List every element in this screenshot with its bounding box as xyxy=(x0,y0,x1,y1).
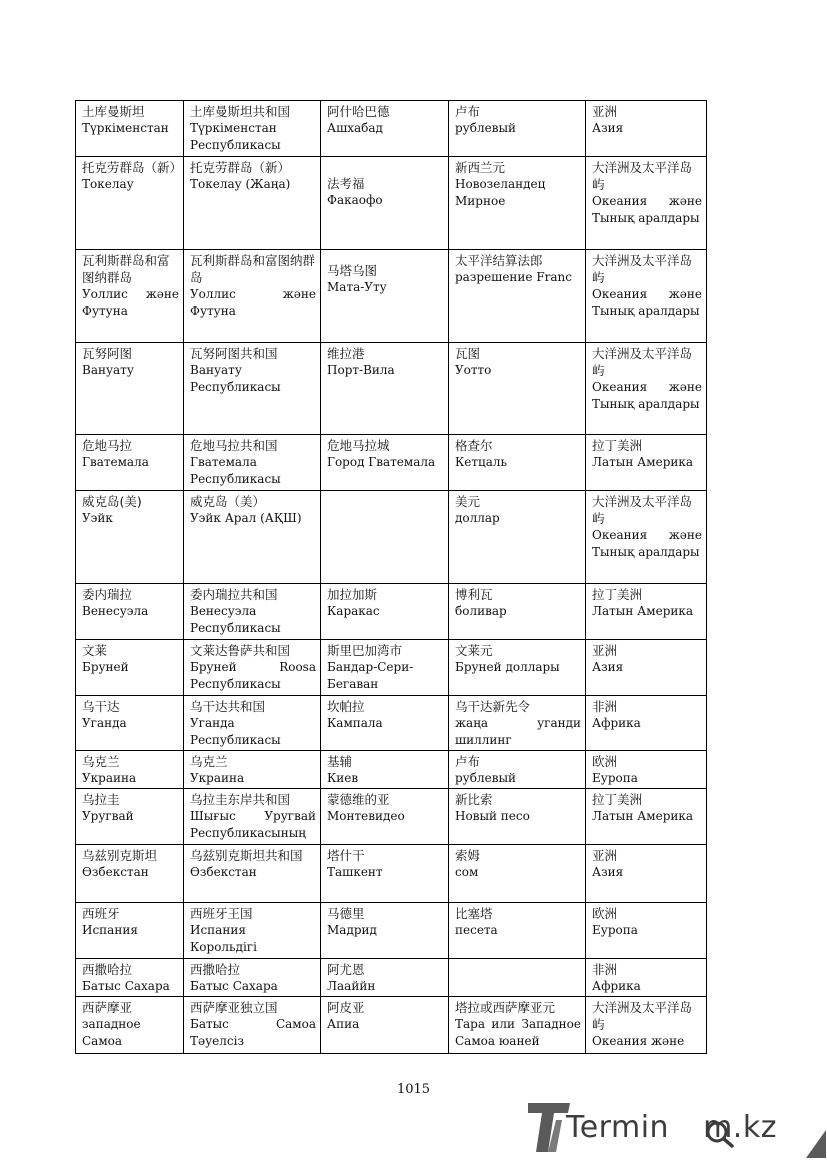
chinese-term: 托克劳群岛（新） xyxy=(190,160,291,175)
currency-cell xyxy=(449,845,586,903)
capital-cell xyxy=(321,101,449,157)
currency-cell xyxy=(449,751,586,789)
chinese-term: 维拉港 xyxy=(327,346,365,361)
country-cell xyxy=(76,491,184,584)
region-cell xyxy=(586,435,707,491)
chinese-term: 塔什干 xyxy=(327,848,365,863)
country-cell xyxy=(76,696,184,751)
kazakh-term: Уганда xyxy=(82,716,127,730)
kazakh-term: Океания және Тынық аралдары xyxy=(592,380,702,411)
chinese-term: 卢布 xyxy=(455,104,481,119)
kazakh-term: Токелау xyxy=(82,177,134,191)
official-name-cell xyxy=(184,101,321,157)
table-row xyxy=(76,584,707,640)
kazakh-term: Новозеландец Мирное xyxy=(455,177,546,208)
table-row xyxy=(76,491,707,584)
kazakh-term: Батыс Самоа Тәуелсіз xyxy=(190,1017,316,1048)
chinese-term: 大洋洲及太平洋岛屿 xyxy=(592,494,693,526)
kazakh-term: Каракас xyxy=(327,604,380,618)
capital-cell xyxy=(321,696,449,751)
capital-cell xyxy=(321,789,449,845)
kazakh-term: Уотто xyxy=(455,363,492,377)
kazakh-term: доллар xyxy=(455,511,500,525)
capital-cell xyxy=(321,343,449,435)
chinese-term: 拉丁美洲 xyxy=(592,587,643,602)
capital-cell xyxy=(321,903,449,959)
chinese-term: 委内瑞拉 xyxy=(82,587,133,602)
chinese-term: 乌干达 xyxy=(82,699,120,714)
official-name-cell xyxy=(184,696,321,751)
country-cell xyxy=(76,435,184,491)
table-row xyxy=(76,696,707,751)
chinese-term: 危地马拉城 xyxy=(327,438,390,453)
capital-cell xyxy=(321,250,449,343)
kazakh-term: Украина xyxy=(190,771,245,785)
region-cell xyxy=(586,959,707,997)
kazakh-term: Бруней Roosa Республикасы xyxy=(190,660,316,691)
kazakh-term: Бруней доллары xyxy=(455,660,560,674)
chinese-term: 阿尤恩 xyxy=(327,962,365,977)
table-row xyxy=(76,343,707,435)
chinese-term: 瓦努阿图共和国 xyxy=(190,346,278,361)
chinese-term: 乌兹别克斯坦 xyxy=(82,848,158,863)
kazakh-term: Латын Америка xyxy=(592,604,694,618)
official-name-cell xyxy=(184,640,321,696)
chinese-term: 亚洲 xyxy=(592,104,618,119)
country-cell xyxy=(76,997,184,1054)
kazakh-term: жаңа уганди шиллинг xyxy=(455,716,581,747)
region-cell xyxy=(586,250,707,343)
chinese-term: 卢布 xyxy=(455,754,481,769)
chinese-term: 博利瓦 xyxy=(455,587,493,602)
country-cell xyxy=(76,640,184,696)
chinese-term: 欧洲 xyxy=(592,754,618,769)
chinese-term: 坎帕拉 xyxy=(327,699,365,714)
table-row xyxy=(76,751,707,789)
chinese-term: 美元 xyxy=(455,494,481,509)
currency-cell xyxy=(449,997,586,1054)
official-name-cell xyxy=(184,584,321,640)
chinese-term: 亚洲 xyxy=(592,643,618,658)
kazakh-term: Океания және Тынық аралдары xyxy=(592,528,702,559)
kazakh-term: Уоллис және Футуна xyxy=(190,287,316,318)
chinese-term: 太平洋结算法郎 xyxy=(455,253,543,268)
kazakh-term: Уругвай xyxy=(82,809,134,823)
official-name-cell xyxy=(184,435,321,491)
chinese-term: 乌克兰 xyxy=(82,754,120,769)
chinese-term: 托克劳群岛（新） xyxy=(82,160,183,175)
logo-magnifier-slot xyxy=(669,1110,703,1145)
official-name-cell xyxy=(184,751,321,789)
region-cell xyxy=(586,343,707,435)
kazakh-term: Океания және Тынық аралдары xyxy=(592,194,702,225)
kazakh-term: Уоллис және Футуна xyxy=(82,287,179,318)
logo-t-shape xyxy=(528,1103,570,1152)
kazakh-term: Испания Корольдігі xyxy=(190,923,257,954)
kazakh-term: Азия xyxy=(592,865,624,879)
country-cell xyxy=(76,343,184,435)
chinese-term: 文莱达鲁萨共和国 xyxy=(190,643,291,658)
chinese-term: 瓦努阿图 xyxy=(82,346,133,361)
chinese-term: 危地马拉共和国 xyxy=(190,438,278,453)
kazakh-term: Ашхабад xyxy=(327,121,383,135)
kazakh-term: Африка xyxy=(592,979,641,993)
region-cell xyxy=(586,903,707,959)
official-name-cell xyxy=(184,997,321,1054)
capital-cell xyxy=(321,640,449,696)
kazakh-term: Вануату Республикасы xyxy=(190,363,281,394)
chinese-term: 塔拉或西萨摩亚元 xyxy=(455,1000,556,1015)
chinese-term: 大洋洲及太平洋岛屿 xyxy=(592,253,693,285)
chinese-term: 乌克兰 xyxy=(190,754,228,769)
kazakh-term: Еуропа xyxy=(592,771,638,785)
chinese-term: 法考福 xyxy=(327,176,365,191)
kazakh-term: Өзбекстан xyxy=(190,865,257,879)
chinese-term: 非洲 xyxy=(592,699,618,714)
country-terms-table xyxy=(75,100,707,1054)
official-name-cell xyxy=(184,250,321,343)
kazakh-term: Азия xyxy=(592,121,624,135)
chinese-term: 乌干达新先令 xyxy=(455,699,531,714)
region-cell xyxy=(586,845,707,903)
table-row xyxy=(76,250,707,343)
kazakh-term: Азия xyxy=(592,660,624,674)
region-cell xyxy=(586,997,707,1054)
capital-cell xyxy=(321,845,449,903)
region-cell xyxy=(586,584,707,640)
region-cell xyxy=(586,157,707,250)
kazakh-term: Венесуэла Республикасы xyxy=(190,604,281,635)
official-name-cell xyxy=(184,789,321,845)
kazakh-term: Океания және Тынық аралдары xyxy=(592,287,702,318)
table-row xyxy=(76,435,707,491)
capital-cell xyxy=(321,435,449,491)
kazakh-term: разрешение Franc xyxy=(455,270,572,284)
country-cell xyxy=(76,250,184,343)
capital-cell xyxy=(321,959,449,997)
official-name-cell xyxy=(184,959,321,997)
kazakh-term: Уэйк xyxy=(82,511,113,525)
chinese-term: 大洋洲及太平洋岛屿 xyxy=(592,346,693,378)
kazakh-term: рублевый xyxy=(455,771,516,785)
chinese-term: 西萨摩亚独立国 xyxy=(190,1000,278,1015)
official-name-cell xyxy=(184,157,321,250)
chinese-term: 亚洲 xyxy=(592,848,618,863)
chinese-term: 欧洲 xyxy=(592,906,618,921)
chinese-term: 索姆 xyxy=(455,848,481,863)
currency-cell xyxy=(449,903,586,959)
kazakh-term: Апиа xyxy=(327,1017,360,1031)
country-cell xyxy=(76,101,184,157)
chinese-term: 阿什哈巴德 xyxy=(327,104,390,119)
chinese-term: 西撒哈拉 xyxy=(82,962,133,977)
termincom-logo xyxy=(526,1100,826,1160)
kazakh-term: Испания xyxy=(82,923,138,937)
kazakh-term: Гватемала Республикасы xyxy=(190,455,281,486)
country-cell xyxy=(76,959,184,997)
region-cell xyxy=(586,789,707,845)
chinese-term: 文莱元 xyxy=(455,643,493,658)
kazakh-term: Ташкент xyxy=(327,865,383,879)
chinese-term: 委内瑞拉共和国 xyxy=(190,587,278,602)
country-cell xyxy=(76,157,184,250)
kazakh-term: Порт-Вила xyxy=(327,363,395,377)
kazakh-term: Латын Америка xyxy=(592,455,694,469)
table-row xyxy=(76,997,707,1054)
currency-cell xyxy=(449,435,586,491)
kazakh-term: Уганда Республикасы xyxy=(190,716,281,747)
currency-cell xyxy=(449,959,586,997)
table-row xyxy=(76,903,707,959)
chinese-term: 基辅 xyxy=(327,754,353,769)
page-number: 1015 xyxy=(396,1082,431,1097)
country-cell xyxy=(76,584,184,640)
chinese-term: 瓦图 xyxy=(455,346,481,361)
region-cell xyxy=(586,751,707,789)
kazakh-term: Еуропа xyxy=(592,923,638,937)
chinese-term: 非洲 xyxy=(592,962,618,977)
kazakh-term: Монтевидео xyxy=(327,809,405,823)
region-cell xyxy=(586,101,707,157)
chinese-term: 拉丁美洲 xyxy=(592,792,643,807)
chinese-term: 大洋洲及太平洋岛屿 xyxy=(592,1000,693,1032)
currency-cell xyxy=(449,696,586,751)
kazakh-term: рублевый xyxy=(455,121,516,135)
kazakh-term: Токелау (Жаңа) xyxy=(190,177,291,191)
capital-cell xyxy=(321,491,449,584)
kazakh-term: Вануату xyxy=(82,363,134,377)
kazakh-term: Лааййн xyxy=(327,979,376,993)
kazakh-term: Факаофо xyxy=(327,193,383,207)
kazakh-term: Мадрид xyxy=(327,923,377,937)
kazakh-term: Киев xyxy=(327,771,359,785)
official-name-cell xyxy=(184,491,321,584)
chinese-term: 蒙德维的亚 xyxy=(327,792,390,807)
kazakh-term: Латын Америка xyxy=(592,809,694,823)
chinese-term: 西班牙 xyxy=(82,906,120,921)
currency-cell xyxy=(449,584,586,640)
chinese-term: 土库曼斯坦共和国 xyxy=(190,104,291,119)
kazakh-term: Бруней xyxy=(82,660,129,674)
chinese-term: 新西兰元 xyxy=(455,160,506,175)
kazakh-term: Кампала xyxy=(327,716,383,730)
chinese-term: 大洋洲及太平洋岛屿 xyxy=(592,160,693,192)
chinese-term: 威克岛(美) xyxy=(82,494,142,509)
region-cell xyxy=(586,491,707,584)
kazakh-term: Түркіменстан Республикасы xyxy=(190,121,281,152)
country-cell xyxy=(76,845,184,903)
kazakh-term: Түркіменстан xyxy=(82,121,169,135)
kazakh-term: Африка xyxy=(592,716,641,730)
chinese-term: 拉丁美洲 xyxy=(592,438,643,453)
official-name-cell xyxy=(184,343,321,435)
chinese-term: 瓦利斯群岛和富图纳群岛 xyxy=(82,253,170,285)
region-cell xyxy=(586,696,707,751)
currency-cell xyxy=(449,640,586,696)
capital-cell xyxy=(321,157,449,250)
currency-cell xyxy=(449,343,586,435)
table-row xyxy=(76,845,707,903)
kazakh-term: Венесуэла xyxy=(82,604,149,618)
country-cell xyxy=(76,903,184,959)
logo-prefix: Termin xyxy=(566,1110,670,1145)
chinese-term: 西撒哈拉 xyxy=(190,962,241,977)
logo-wordmark xyxy=(566,1110,777,1145)
table-row xyxy=(76,157,707,250)
chinese-term: 马德里 xyxy=(327,906,365,921)
chinese-term: 马塔乌图 xyxy=(327,263,378,278)
table-row xyxy=(76,101,707,157)
kazakh-term: сом xyxy=(455,865,479,879)
kazakh-term: Тара или Западное Самоа юаней xyxy=(455,1017,581,1048)
currency-cell xyxy=(449,250,586,343)
table-row xyxy=(76,789,707,845)
currency-cell xyxy=(449,491,586,584)
chinese-term: 文莱 xyxy=(82,643,108,658)
capital-cell xyxy=(321,584,449,640)
chinese-term: 阿皮亚 xyxy=(327,1000,365,1015)
chinese-term: 格查尔 xyxy=(455,438,493,453)
logo-corner-shape xyxy=(806,1130,826,1158)
kazakh-term: Новый песо xyxy=(455,809,530,823)
chinese-term: 瓦利斯群岛和富图纳群岛 xyxy=(190,253,316,285)
chinese-term: 斯里巴加湾市 xyxy=(327,643,403,658)
kazakh-term: Батыс Сахара xyxy=(82,979,170,993)
chinese-term: 乌兹别克斯坦共和国 xyxy=(190,848,303,863)
kazakh-term: Кетцаль xyxy=(455,455,508,469)
logo-suffix: m.kz xyxy=(703,1110,777,1145)
capital-cell xyxy=(321,997,449,1054)
official-name-cell xyxy=(184,845,321,903)
chinese-term: 土库曼斯坦 xyxy=(82,104,145,119)
kazakh-term: Батыс Сахара xyxy=(190,979,278,993)
country-cell xyxy=(76,751,184,789)
kazakh-term: Гватемала xyxy=(82,455,149,469)
region-cell xyxy=(586,640,707,696)
currency-cell xyxy=(449,101,586,157)
kazakh-term: Океания және xyxy=(592,1034,685,1048)
currency-cell xyxy=(449,157,586,250)
chinese-term: 威克岛（美） xyxy=(190,494,266,509)
chinese-term: 危地马拉 xyxy=(82,438,133,453)
kazakh-term: песета xyxy=(455,923,498,937)
country-cell xyxy=(76,789,184,845)
capital-cell xyxy=(321,751,449,789)
currency-cell xyxy=(449,789,586,845)
table-row xyxy=(76,640,707,696)
chinese-term: 新比索 xyxy=(455,792,493,807)
chinese-term: 加拉加斯 xyxy=(327,587,378,602)
kazakh-term: Украина xyxy=(82,771,137,785)
kazakh-term: боливар xyxy=(455,604,507,618)
kazakh-term: западное Самоа xyxy=(82,1017,141,1048)
kazakh-term: Өзбекстан xyxy=(82,865,149,879)
kazakh-term: Шығыс Уругвай Республикасының xyxy=(190,809,316,840)
kazakh-term: Мата-Уту xyxy=(327,280,387,294)
chinese-term: 西班牙王国 xyxy=(190,906,253,921)
kazakh-term: Город Гватемала xyxy=(327,455,436,469)
table-row xyxy=(76,959,707,997)
chinese-term: 比塞塔 xyxy=(455,906,493,921)
chinese-term: 乌干达共和国 xyxy=(190,699,266,714)
official-name-cell xyxy=(184,903,321,959)
kazakh-term: Уэйк Арал (АҚШ) xyxy=(190,511,302,525)
kazakh-term: Бандар-Сери-Бегаван xyxy=(327,660,414,691)
chinese-term: 乌拉圭东岸共和国 xyxy=(190,792,291,807)
chinese-term: 西萨摩亚 xyxy=(82,1000,133,1015)
chinese-term: 乌拉圭 xyxy=(82,792,120,807)
